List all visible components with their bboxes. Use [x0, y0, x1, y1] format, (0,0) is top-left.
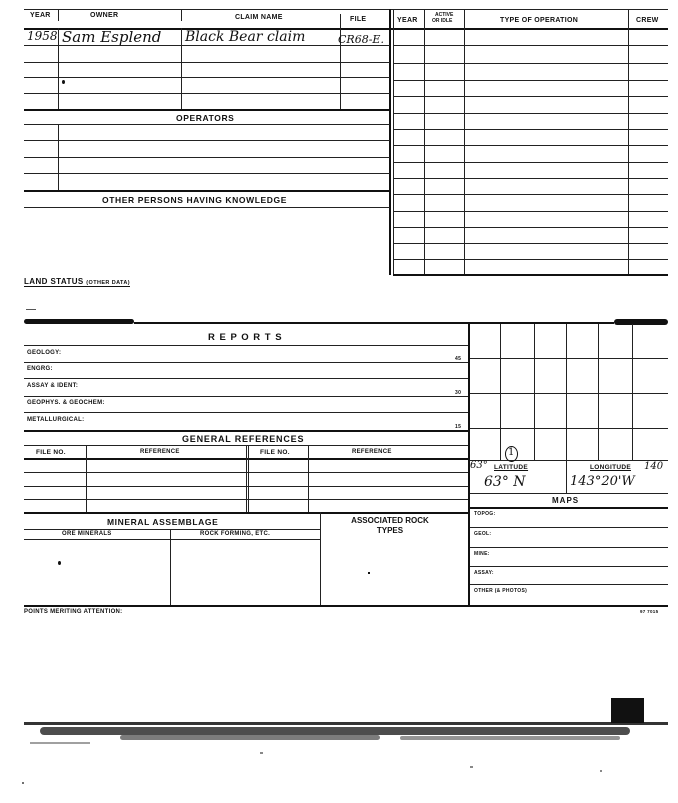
header-file: FILE — [350, 16, 367, 23]
report-num-metallurgical: 15 — [455, 424, 462, 430]
header-active: ACTIVE — [435, 12, 454, 18]
report-label-metallurgical: METALLURGICAL: — [27, 417, 85, 423]
land-status-sub: (OTHER DATA) — [86, 280, 130, 286]
mineral-header-ore: ORE MINERALS — [62, 531, 112, 537]
land-status-label: LAND STATUS — [24, 277, 84, 286]
maps-row-other: OTHER (& PHOTOS) — [474, 588, 528, 594]
maps-row-assay: ASSAY: — [474, 570, 494, 576]
report-label-geophys: GEOPHYS. & GEOCHEM: — [27, 400, 105, 406]
handwritten-owner: Sam Esplend — [62, 28, 162, 46]
associated-rock-types-heading: ASSOCIATED ROCK TYPES — [351, 516, 429, 535]
ref-header-file-no-1: FILE NO. — [36, 449, 66, 456]
longitude-label: LONGITUDE — [590, 464, 631, 471]
other-persons-heading: OTHER PERSONS HAVING KNOWLEDGE — [102, 195, 288, 205]
handwritten-claim: Black Bear claim — [185, 29, 306, 45]
mineral-assemblage-heading: MINERAL ASSEMBLAGE — [107, 517, 219, 527]
maps-row-topog: TOPOG: — [474, 511, 496, 517]
maps-heading: MAPS — [552, 496, 580, 505]
circled-number: 1 — [508, 447, 515, 458]
latitude-value: 63° N — [484, 474, 526, 490]
maps-row-mine: MINE: — [474, 551, 490, 557]
points-meriting-attention: POINTS MERITING ATTENTION: — [24, 609, 123, 615]
circled-mark — [505, 446, 518, 462]
form-number: 97 7015 — [640, 609, 659, 614]
latitude-prefix: 63° — [470, 460, 488, 471]
ref-header-reference-1: REFERENCE — [140, 449, 180, 455]
report-label-assay: ASSAY & IDENT: — [27, 383, 79, 389]
mineral-header-rock-forming: ROCK FORMING, ETC. — [200, 531, 271, 537]
ref-header-reference-2: REFERENCE — [352, 449, 392, 455]
header-year-2: YEAR — [397, 17, 418, 24]
reports-heading: R E P O R T S — [208, 332, 283, 343]
header-crew: CREW — [636, 17, 659, 24]
operators-heading: OPERATORS — [176, 113, 235, 123]
longitude-value: 143°20'W — [570, 474, 635, 489]
handwritten-file: CR68-E. — [338, 33, 384, 46]
maps-row-geol: GEOL: — [474, 531, 492, 537]
report-label-geology: GEOLOGY: — [27, 350, 62, 356]
report-num-assay: 30 — [455, 390, 462, 396]
longitude-suffix: 140 — [644, 461, 664, 472]
report-num-geology: 45 — [455, 356, 462, 362]
header-year: YEAR — [30, 12, 51, 19]
header-claim-name: CLAIM NAME — [235, 14, 283, 21]
header-owner: OWNER — [90, 12, 119, 19]
header-or-idle: OR IDLE — [432, 18, 453, 24]
general-references-heading: GENERAL REFERENCES — [182, 434, 305, 444]
report-label-engrg: ENGRG: — [27, 366, 53, 372]
header-type-of-operation: TYPE OF OPERATION — [500, 17, 579, 24]
handwritten-year: 1958 — [27, 29, 58, 43]
latitude-label: LATITUDE — [494, 464, 529, 471]
ref-header-file-no-2: FILE NO. — [260, 449, 290, 456]
